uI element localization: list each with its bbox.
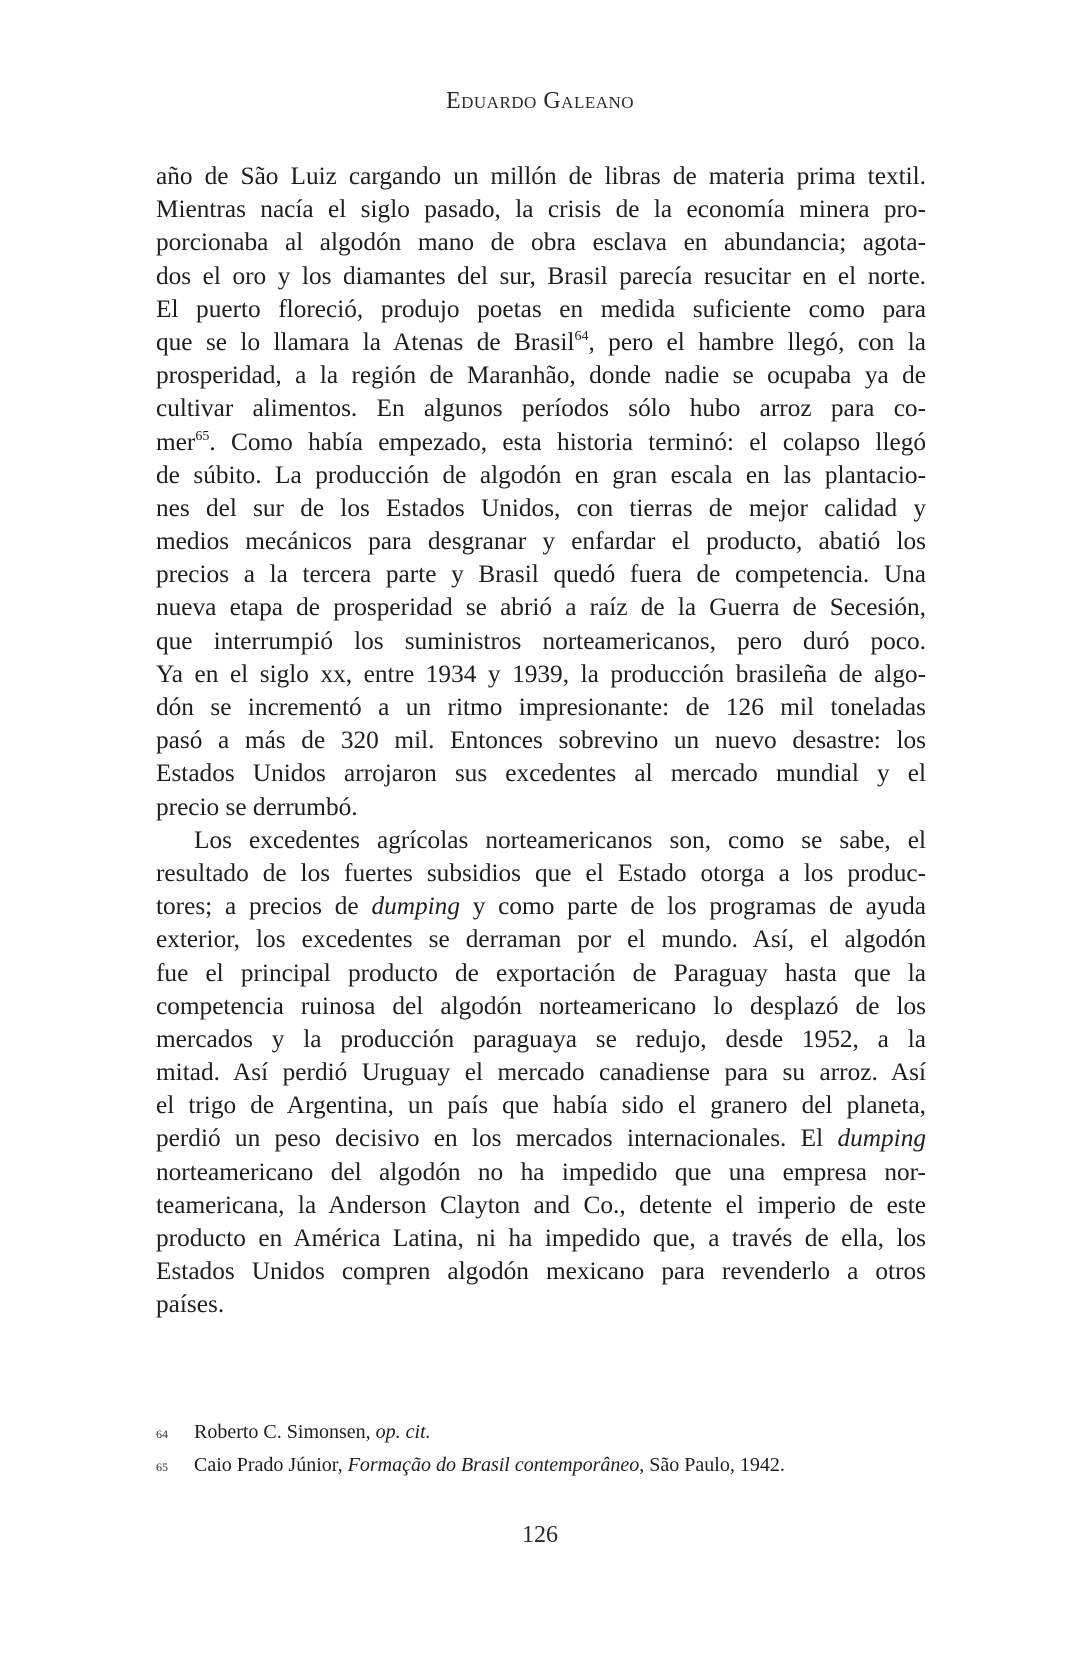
footnote-ref-65[interactable]: 65 xyxy=(195,428,210,444)
text-line: competencia ruinosa del algodón norteamericano lo desplazó de los xyxy=(156,991,926,1020)
text-line: año de São Luiz cargando un millón de libras de materia prima textil. xyxy=(156,162,926,190)
text-line: dón se incrementó a un ritmo impresionante: de 126 mil toneladas xyxy=(156,693,926,721)
text-line: precio se derrumbó. xyxy=(156,792,358,821)
footnote-author: Roberto C. Simonsen, xyxy=(194,1421,376,1443)
footnote-64 xyxy=(156,1417,926,1450)
footnote-title: Formação do Brasil contemporâneo xyxy=(347,1454,640,1476)
text-line: Ya en el siglo xx, entre 1934 y 1939, la producción brasileña de algo- xyxy=(156,659,926,688)
text-line: cultivar alimentos. En algunos períodos sólo hubo arroz para co- xyxy=(156,394,926,423)
footnote-number: 65 xyxy=(156,1460,168,1474)
text-line: exterior, los excedentes se derraman por el mundo. Así, el algodón xyxy=(156,925,926,954)
text-segment: perdió un peso decisivo en los mercados internacionales. El xyxy=(156,1124,838,1153)
footnote-title: op. cit. xyxy=(375,1421,431,1443)
text-line xyxy=(156,1122,926,1155)
text-line: de súbito. La producción de algodón en gran escala en las plantacio- xyxy=(156,460,926,489)
footnote-number: 64 xyxy=(156,1427,168,1441)
body-text xyxy=(156,160,926,1322)
text-line: mercados y la producción paraguaya se redujo, desde 1952, a la xyxy=(156,1024,926,1053)
text-line: pasó a más de 320 mil. Entonces sobrevino un nuevo desastre: los xyxy=(156,726,926,755)
footnote-rest: , São Paulo, 1942. xyxy=(639,1454,785,1476)
text-line: el trigo de Argentina, un país que había sido el granero del planeta, xyxy=(156,1091,926,1120)
footnotes xyxy=(156,1417,926,1483)
text-line: nueva etapa de prosperidad se abrió a raíz de la Guerra de Secesión, xyxy=(156,593,926,622)
text-line: El puerto floreció, produjo poetas en medida suficiente como para xyxy=(156,294,926,323)
footnote-author: Caio Prado Júnior, xyxy=(194,1454,348,1476)
text-line: que interrumpió los suministros norteamericanos, pero duró poco. xyxy=(156,626,926,655)
text-segment: tores; a precios de xyxy=(156,892,372,921)
text-line: prosperidad, a la región de Maranhão, donde nadie se ocupaba ya de xyxy=(156,361,926,390)
text-line: Estados Unidos arrojaron sus excedentes al mercado mundial y el xyxy=(156,759,926,788)
text-line: países. xyxy=(156,1290,225,1319)
paragraph-1 xyxy=(156,160,926,824)
text-line xyxy=(156,326,926,359)
text-segment: . Como había empezado, esta historia terminó: el colapso llegó xyxy=(209,427,926,456)
text-line: Estados Unidos compren algodón mexicano para revenderlo a otros xyxy=(156,1257,926,1286)
text-line: fue el principal producto de exportación de Paraguay hasta que la xyxy=(156,958,926,987)
text-segment: , pero el hambre llegó, con la xyxy=(588,327,927,356)
paragraph-2 xyxy=(156,824,926,1322)
text-line: dos el oro y los diamantes del sur, Brasil parecía resucitar en el norte. xyxy=(156,261,926,290)
text-line xyxy=(156,426,926,459)
text-line: resultado de los fuertes subsidios que el Estado otorga a los produc- xyxy=(156,858,926,887)
text-line: mitad. Así perdió Uruguay el mercado canadiense para su arroz. Así xyxy=(156,1058,926,1087)
emphasis: dumping xyxy=(371,892,460,921)
text-line: Mientras nacía el siglo pasado, la crisis de la economía minera pro- xyxy=(156,195,926,224)
running-head: Eduardo Galeano xyxy=(445,88,635,114)
text-segment: y como parte de los programas de ayuda xyxy=(459,892,926,921)
footnote-text xyxy=(194,1450,785,1483)
footnote-ref-64[interactable]: 64 xyxy=(574,328,589,344)
text-line: norteamericano del algodón no ha impedido que una empresa nor- xyxy=(156,1157,926,1186)
text-line: porcionaba al algodón mano de obra esclava en abundancia; agota- xyxy=(156,228,926,257)
emphasis: dumping xyxy=(837,1124,926,1153)
text-line: nes del sur de los Estados Unidos, con tierras de mejor calidad y xyxy=(156,493,926,522)
text-segment: mer xyxy=(156,427,196,456)
text-line: Los excedentes agrícolas norteamericanos son, como se sabe, el xyxy=(194,825,926,854)
text-line: teamericana, la Anderson Clayton and Co., detente el imperio de este xyxy=(156,1190,926,1219)
text-line: precios a la tercera parte y Brasil quedó fuera de competencia. Una xyxy=(156,560,926,589)
text-segment: que se lo llamara la Atenas de Brasil xyxy=(156,327,575,356)
text-line: producto en América Latina, ni ha impedido que, a través de ella, los xyxy=(156,1224,926,1252)
text-line: medios mecánicos para desgranar y enfardar el producto, abatió los xyxy=(156,527,926,556)
footnote-text xyxy=(194,1417,431,1450)
text-line xyxy=(156,890,926,923)
page-number: 126 xyxy=(522,1522,558,1548)
footnote-65 xyxy=(156,1450,926,1483)
